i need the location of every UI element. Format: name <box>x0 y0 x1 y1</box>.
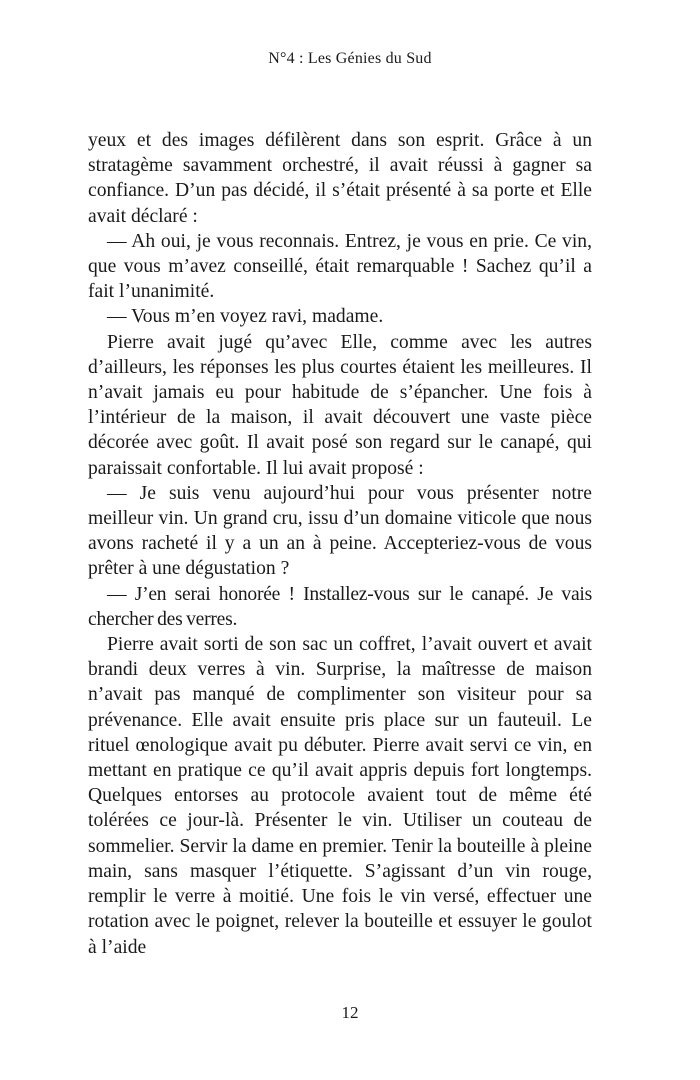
running-header: N°4 : Les Génies du Sud <box>268 50 432 67</box>
paragraph-continuation: yeux et des images défilèrent dans son esprit. Grâce à un stratagème savamment orchestré, il avait réussi à gagner sa confiance. D’un pas décidé, il s’était présenté à sa porte et Elle avait déclaré : <box>88 130 592 227</box>
dialogue-line: — Je suis venu aujourd’hui pour vous présenter notre meilleur vin. Un grand cru, issu d’un domaine viticole que nous avons racheté il y a un an à peine. Accepteriez-vous de vous prêter à une dégustation ? <box>88 482 592 580</box>
body-text <box>88 128 592 960</box>
dialogue-line: — Vous m’en voyez ravi, madame. <box>107 306 384 328</box>
dialogue-line: — Ah oui, je vous reconnais. Entrez, je vous en prie. Ce vin, que vous m’avez conseillé, était remarquable ! Sachez qu’il a fait l’unanimité. <box>88 230 592 303</box>
page-number: 12 <box>341 1003 359 1022</box>
paragraph: Pierre avait jugé qu’avec Elle, comme avec les autres d’ailleurs, les réponses les plus courtes étaient les meilleures. Il n’avait jamais eu pour habitude de s’épancher. Une fois à l’intérieur de la maison, il avait découvert une vaste pièce décorée avec goût. Il avait posé son regard sur le canapé, qui paraissait confortable. Il lui avait proposé : <box>88 331 592 479</box>
paragraph: Pierre avait sorti de son sac un coffret, l’avait ouvert et avait brandi deux verres à vin. Surprise, la maîtresse de maison n’avait pas manqué de complimenter son visiteur pour sa prévenance. Elle avait ensuite pris place sur un fauteuil. Le rituel œnologique avait pu débuter. Pierre avait servi ce vin, en mettant en pratique ce qu’il avait appris depuis fort longtemps. Quelques entorses au protocole avaient tout de même été tolérées ce jour-là. Présenter le vin. Utiliser un couteau de sommelier. Servir la dame en premier. Tenir la bouteille à pleine main, sans masquer l’étiquette. S’agissant d’un vin rouge, remplir le verre à moitié. Une fois le vin versé, effectuer une rotation avec le poignet, relever la bouteille et essuyer le goulot à l’aide <box>88 634 592 958</box>
dialogue-line: — J’en serai honorée ! Installez-vous sur le canapé. Je vais chercher des verres. <box>88 583 592 630</box>
